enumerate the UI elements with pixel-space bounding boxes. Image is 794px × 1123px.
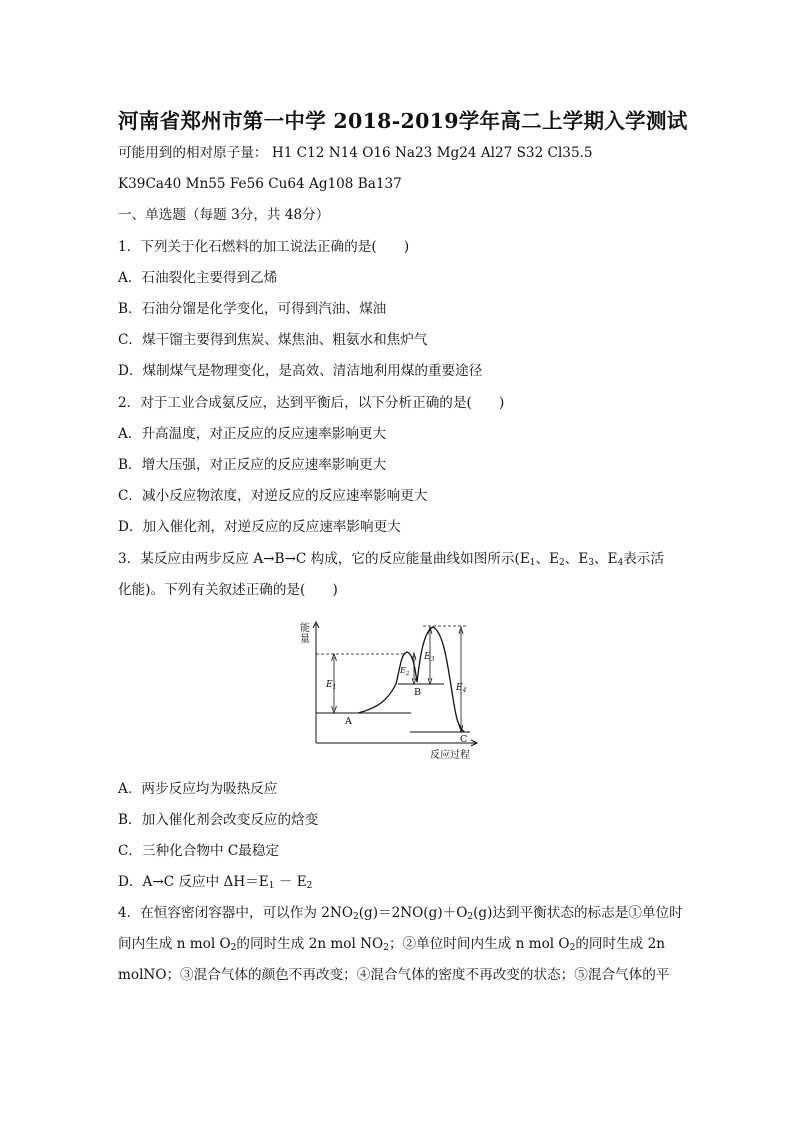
q3-option-b: B．加入催化剂会改变反应的焓变	[118, 812, 319, 828]
label-b: B	[414, 687, 421, 698]
label-c: C	[460, 734, 468, 745]
atomic-masses-line-1: 可能用到的相对原子量： H1 C12 N14 O16 Na23 Mg24 Al27 S32 Cl35.5	[118, 145, 593, 161]
q2-option-d: D．加入催化剂，对逆反应的反应速率影响更大	[118, 519, 401, 535]
q1-option-c: C．煤干馏主要得到焦炭、煤焦油、粗氨水和焦炉气	[118, 332, 428, 348]
label-e3: $E_3$	[424, 652, 435, 663]
q4-line-3: molNO；③混合气体的颜色不再改变；④混合气体的密度不再改变的状态；⑤混合气体的平	[118, 967, 670, 983]
q1-option-a: A．石油裂化主要得到乙烯	[118, 270, 278, 286]
q4-line-2: 间内生成 n mol $O_2$的同时生成 2n mol $NO_2$；②单位时间内生成 n mol $O_2$的同时生成 2n	[118, 936, 666, 953]
q1-option-d: D．煤制煤气是物理变化，是高效、清洁地利用煤的重要途径	[118, 363, 483, 379]
label-e1: $E_1$	[326, 680, 337, 691]
section-heading: 一、单选题（每题 3分，共 48分）	[118, 207, 330, 223]
q3-stem-line-2: 化能)。下列有关叙述正确的是( )	[118, 582, 338, 598]
q2-stem: 2．对于工业合成氨反应，达到平衡后，以下分析正确的是( )	[118, 395, 505, 411]
atomic-masses-line-2: K39Ca40 Mn55 Fe56 Cu64 Ag108 Ba137	[118, 176, 402, 192]
q3-stem-line-1: 3．某反应由两步反应 A→B→C 构成，它的反应能量曲线如图所示($E_1$、$E_2$、$E_3$、$E_4$表示活	[118, 551, 665, 568]
q3-option-c: C．三种化合物中 C最稳定	[118, 843, 280, 859]
q2-option-a: A．升高温度，对正反应的反应速率影响更大	[118, 426, 387, 442]
y-axis-label-1: 能	[300, 623, 310, 634]
y-axis-label-2: 量	[300, 634, 310, 645]
energy-curve	[358, 627, 464, 732]
q2-option-c: C．减小反应物浓度，对逆反应的反应速率影响更大	[118, 488, 428, 504]
q3-option-a: A．两步反应均为吸热反应	[118, 781, 278, 797]
q3-option-d: D．A→C 反应中 $\Delta H=E_1 - E_2$	[118, 874, 313, 891]
q2-option-b: B．增大压强，对正反应的反应速率影响更大	[118, 457, 387, 473]
x-axis-label: 反应过程	[430, 750, 470, 761]
q1-option-b: B．石油分馏是化学变化，可得到汽油、煤油	[118, 301, 387, 317]
label-e2: $E_2$	[400, 666, 410, 677]
q1-stem: 1．下列关于化石燃料的加工说法正确的是( )	[118, 239, 410, 255]
document-title: 河南省郑州市第一中学 2018-2019学年高二上学期入学测试	[118, 109, 688, 133]
label-a: A	[345, 716, 352, 727]
label-e4: $E_4$	[456, 683, 467, 694]
energy-profile-diagram	[298, 618, 482, 764]
q4-line-1: 4．在恒容密闭容器中，可以作为 $2NO_2(g)=2NO(g)+O_2(g)$达到平衡状态的标志是①单位时	[118, 905, 683, 922]
